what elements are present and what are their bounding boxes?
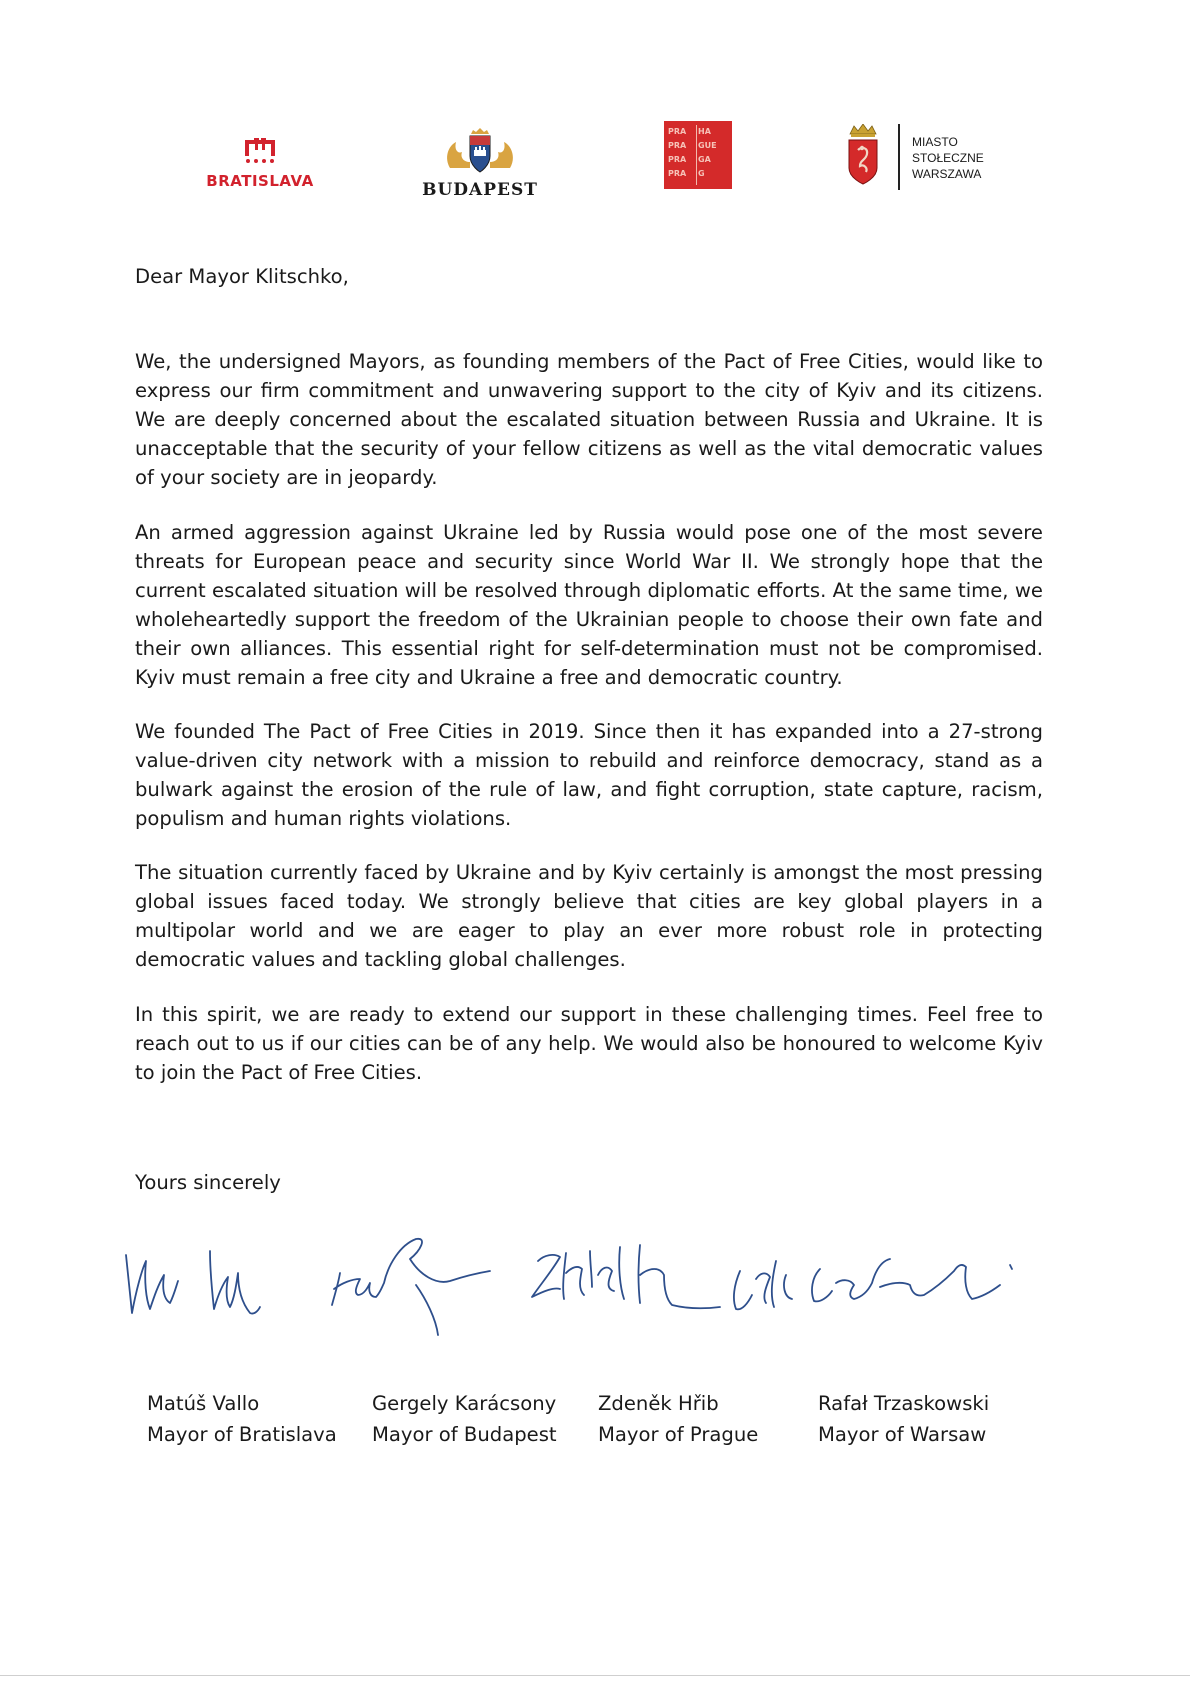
praha-logo: [664, 121, 732, 189]
salutation: Dear Mayor Klitschko,: [135, 265, 349, 288]
praha-logo-cell: PRA: [668, 141, 687, 150]
signature-hrib: [532, 1245, 720, 1308]
signatory-name: Rafał Trzaskowski: [818, 1392, 990, 1415]
praha-logo-cell: GA: [698, 155, 711, 164]
signatory-name: Matúš Vallo: [147, 1392, 260, 1415]
warszawa-logo-rule: [898, 124, 900, 190]
closing: Yours sincerely: [135, 1171, 281, 1194]
signatory-title: Mayor of Budapest: [372, 1423, 557, 1446]
paragraph-4: The situation currently faced by Ukraine and by Kyiv certainly is amongst the most pressing global issues faced today. We strongly believe that cities are key global players in a multipolar world and we are eager to play an ever more robust role in protecting democratic values and tackling global challenges.: [135, 861, 1043, 971]
budapest-coat-of-arms-icon: [440, 128, 520, 176]
bratislava-gate-icon: [243, 138, 277, 164]
paragraph-5: In this spirit, we are ready to extend our support in these challenging times. Feel free to reach out to us if our cities can be of any help. We would also be honoured to welcome Kyiv to join the Pact of Free Cities.: [135, 1003, 1043, 1084]
budapest-logo: [420, 128, 540, 200]
warsaw-crest-icon: [846, 124, 880, 186]
budapest-logo-text: BUDAPEST: [422, 180, 538, 200]
praha-logo-cell: PRA: [668, 169, 687, 178]
praha-logo-cell: PRA: [668, 127, 687, 136]
praha-logo-grid: [668, 125, 728, 185]
praha-logo-cell: G: [698, 169, 705, 178]
paragraph-1: We, the undersigned Mayors, as founding members of the Pact of Free Cities, would like to express our firm commitment and unwavering support to the city of Kyiv and its citizens. We are deeply concerned about the escalated situation between Russia and Ukraine. It is unacceptable that the security of your fellow citizens as well as the vital democratic values of your society are in jeopardy.: [135, 350, 1043, 489]
praha-logo-row: [668, 153, 728, 167]
warszawa-logo-line: STOŁECZNE: [912, 151, 984, 165]
warszawa-logo-line: WARSZAWA: [912, 167, 982, 181]
signatory-warsaw: [818, 1388, 989, 1450]
signatory-bratislava: [147, 1388, 337, 1450]
signatory-prague: [598, 1388, 758, 1450]
praha-logo-cell: HA: [698, 127, 711, 136]
signature-trzaskowski: [734, 1259, 1012, 1309]
praha-logo-cell: PRA: [668, 155, 687, 164]
signatory-name: Gergely Karácsony: [372, 1392, 557, 1415]
praha-logo-row: [668, 139, 728, 153]
signatory-title: Mayor of Prague: [598, 1423, 759, 1446]
handwritten-signatures: [120, 1225, 1080, 1345]
page-bottom-edge: [0, 1675, 1190, 1676]
paragraph-3: We founded The Pact of Free Cities in 2019. Since then it has expanded into a 27-strong value-driven city network with a mission to rebuild and reinforce democracy, stand as a bulwark against the erosion of the rule of law, and fight corruption, state capture, racism, populism and human rights violations.: [135, 720, 1043, 830]
praha-logo-cell: GUE: [698, 141, 717, 150]
signatory-title: Mayor of Bratislava: [147, 1423, 337, 1446]
paragraph-2: An armed aggression against Ukraine led by Russia would pose one of the most severe threats for European peace and security since World War II. We strongly hope that the current escalated situation will be resolved through diplomatic efforts. At the same time, we wholeheartedly support the freedom of the Ukrainian people to choose their own fate and their own alliances. This essential right for self-determination must not be compromised. Kyiv must remain a free city and Ukraine a free and democratic country.: [135, 521, 1043, 689]
praha-logo-row: [668, 167, 728, 181]
bratislava-logo: [200, 138, 320, 198]
signatures-area: [120, 1225, 1080, 1345]
warszawa-logo-text: [912, 134, 984, 182]
signature-vallo: [126, 1251, 260, 1314]
praha-logo-row: [668, 125, 728, 139]
signatory-title: Mayor of Warsaw: [818, 1423, 987, 1446]
bratislava-logo-text: BRATISLAVA: [206, 172, 314, 190]
warszawa-logo-line: MIASTO: [912, 135, 958, 149]
signatory-budapest: [372, 1388, 557, 1450]
signatory-name: Zdeněk Hřib: [598, 1392, 719, 1415]
signature-karacsony: [332, 1239, 490, 1335]
warszawa-logo: [846, 124, 1006, 190]
